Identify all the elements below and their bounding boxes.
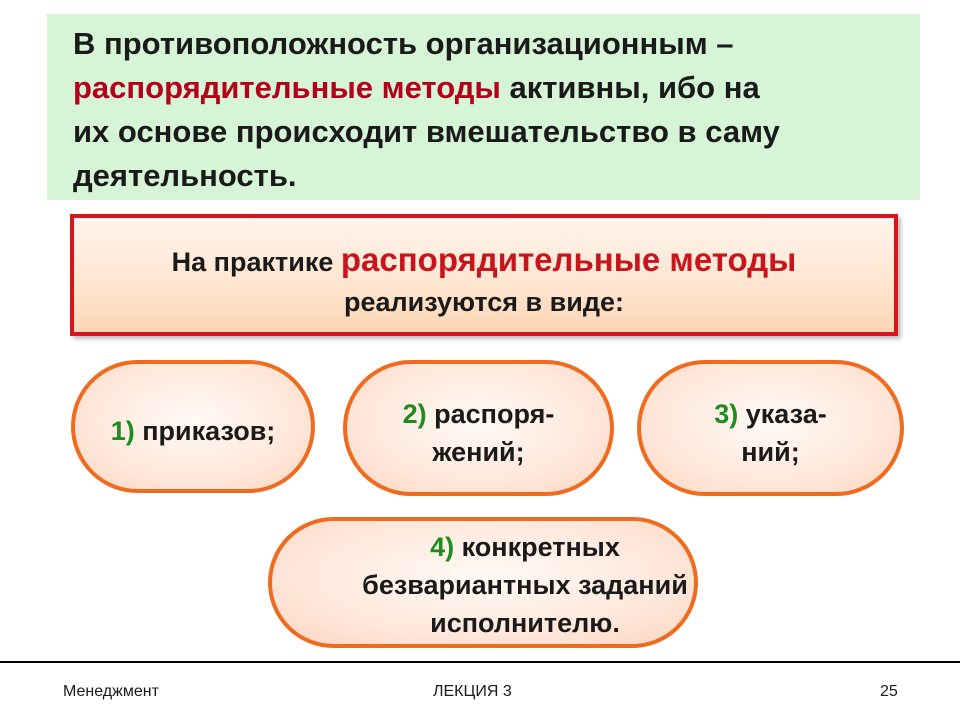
item-2-number: 2) <box>402 399 427 429</box>
item-3-row-1 <box>637 395 904 433</box>
footer-course: Менеджмент <box>63 683 159 700</box>
practice-prefix: На практике <box>171 247 341 277</box>
item-4-line-2: безвариантных заданий <box>362 570 688 600</box>
item-3-line-1: указа- <box>738 399 827 429</box>
practice-highlight: распорядительные методы <box>340 241 797 278</box>
practice-line-1 <box>74 240 894 282</box>
item-1-number: 1) <box>110 416 135 446</box>
item-1-text <box>71 412 315 450</box>
footer-lecture: ЛЕКЦИЯ 3 <box>433 683 512 700</box>
item-3-line-2: ний; <box>741 437 800 467</box>
item-2-row-1 <box>343 395 614 433</box>
item-2-text <box>343 395 614 471</box>
item-1-line-1: приказов; <box>134 416 276 446</box>
item-4-text <box>300 528 750 642</box>
intro-line-3: их основе происходит вмешательство в саму <box>73 114 780 149</box>
item-4-line-3: исполнителю. <box>430 608 620 638</box>
item-3-number: 3) <box>714 399 739 429</box>
footer-divider <box>0 661 960 663</box>
page-number: 25 <box>880 683 898 700</box>
intro-highlight: распорядительные методы <box>73 70 501 105</box>
intro-line-4: деятельность. <box>73 158 297 193</box>
intro-line-2-rest: активны, ибо на <box>500 70 760 105</box>
intro-line-2 <box>73 66 903 110</box>
item-2-line-1: распоря- <box>426 399 555 429</box>
practice-panel <box>70 214 898 336</box>
item-4-number: 4) <box>430 532 455 562</box>
intro-text <box>73 22 903 198</box>
item-4-row-1 <box>300 528 750 566</box>
item-2-line-2: жений; <box>432 437 525 467</box>
item-3-text <box>637 395 904 471</box>
intro-line-1: В противоположность организационным – <box>73 26 734 61</box>
item-4-line-1: конкретных <box>454 532 620 562</box>
practice-line-2: реализуются в виде: <box>343 287 624 317</box>
